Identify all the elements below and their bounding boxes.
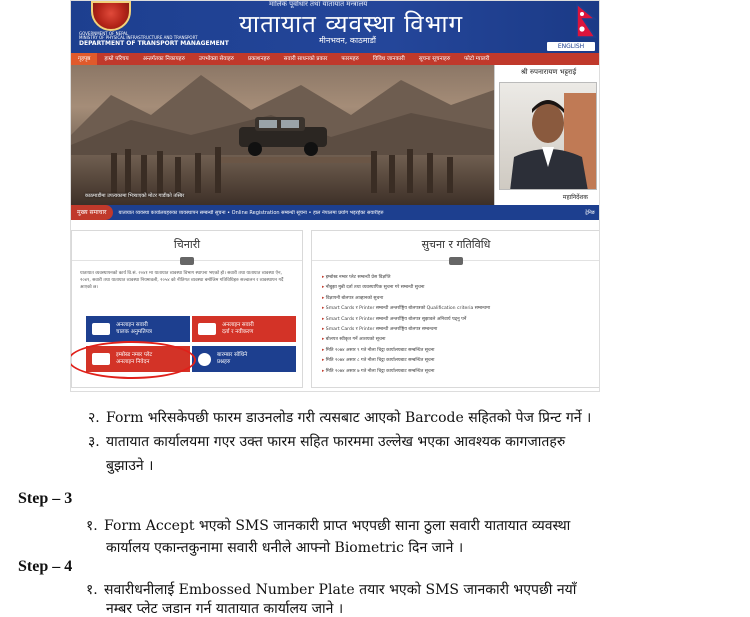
department-title: यातायात व्यवस्था विभाग bbox=[239, 10, 464, 38]
step-3-heading: Step – 3 bbox=[18, 490, 73, 507]
director-general-title: महानिर्देशक bbox=[562, 194, 588, 201]
nav-notices[interactable]: सूचना सूचनाहरु bbox=[418, 56, 451, 62]
gov-line-1: GOVERNMENT OF NEPAL bbox=[79, 31, 129, 36]
step-4-item-number: १. bbox=[86, 582, 98, 598]
faq-tile[interactable] bbox=[192, 346, 296, 372]
notice-list bbox=[312, 261, 600, 377]
online-vehicle-registration-label bbox=[222, 322, 254, 336]
news-ticker bbox=[71, 205, 600, 220]
suchana-heading-text: सुचना र गतिविधि bbox=[421, 238, 491, 251]
hero-caption: काठमाडौंमा उपत्यकामा भित्र्याएको मोटर गाडीको तस्बिर bbox=[85, 193, 185, 199]
step-3-item-number: १. bbox=[86, 518, 98, 534]
ticker-text[interactable]: यातायात व्यवस्था कार्यालयहरुका व्यवस्थापन सम्बन्धी सूचना • Online Registration सम्बन्धी सूचना • हाल नेपालमा प्रयोग भइरहेका सवारीहरु bbox=[118, 209, 384, 216]
chinari-heading-text: चिनारी bbox=[173, 238, 201, 251]
doc-item-2-number: २. bbox=[88, 410, 100, 426]
online-license-tile[interactable] bbox=[86, 316, 190, 342]
faq-line1: बारम्बार सोधिने bbox=[217, 352, 248, 359]
notice-item[interactable]: ▸ मिति २०७४ असार ८ गते नौला चिट्ठा कार्यालयबाट सम्बन्धित सूचना bbox=[322, 356, 592, 366]
suchana-panel bbox=[311, 230, 600, 388]
website-screenshot bbox=[70, 0, 600, 392]
step-3-item-text: Form Accept भएको SMS जानकारी प्राप्त भएपछी साना ठुला सवारी यातायात व्यवस्था bbox=[104, 518, 571, 534]
notice-item[interactable]: ▸ इम्बोस्ड नम्बर प्लेट सम्बन्धी प्रेस विज्ञप्ति bbox=[322, 273, 592, 283]
notice-item[interactable]: ▸ नौबुझा मुन्नी दर्ता तथा व्यवस्थापिक सुचना गरे सम्बन्धी सुचना bbox=[322, 283, 592, 293]
monitor-icon bbox=[449, 257, 463, 265]
nav-forms[interactable]: फारमहरु bbox=[341, 56, 359, 62]
notice-item[interactable]: ▸ मिति २०७४ असार ७ गते नौला चिट्ठा कार्यालयबाट सम्बन्धित सूचना bbox=[322, 367, 592, 377]
truck-icon bbox=[198, 323, 216, 335]
online-vehicle-registration-tile[interactable] bbox=[192, 316, 296, 342]
online-license-label bbox=[116, 322, 152, 336]
embossed-plate-line1: इम्बोस्ड नम्बर प्लेट bbox=[116, 352, 153, 359]
notice-item[interactable]: ▸ Smart Cards र Printer सम्बन्धी अन्तर्राष्ट्रिय बोलपत्र सुझावले अनिवार्य पढ्नु पर्ने bbox=[322, 315, 592, 325]
license-card-icon bbox=[92, 323, 110, 335]
site-banner bbox=[71, 1, 600, 53]
embossed-plate-line2: अनलाइन निवेदन bbox=[116, 359, 150, 365]
online-license-line2: चालक अनुमतिपत्र bbox=[116, 329, 152, 335]
hero-photo bbox=[71, 65, 494, 205]
director-general-photo bbox=[499, 82, 597, 190]
online-license-line1: अनलाइन सवारी bbox=[116, 322, 148, 329]
step-4-continuation: नम्बर प्लेट जडान गर्न यातायात कार्यालय जाने । bbox=[106, 601, 344, 617]
nav-vehicle-types[interactable]: सवारी साधनको प्रकार bbox=[283, 56, 328, 62]
director-general-name: श्री रुपनारायण भट्टराई bbox=[520, 68, 577, 76]
vehicle-registration-line2: दर्ता र नवीकरण bbox=[222, 329, 254, 335]
nepal-flag-icon bbox=[575, 3, 597, 39]
step-4-item bbox=[86, 580, 576, 599]
nav-home[interactable]: गृहपृष्ठ bbox=[71, 53, 97, 65]
chinari-description: यातायात व्यवस्थापनको कार्य वि.सं. २०४१ मा यातायात व्यवस्था विभाग स्थापना भएको हो। सवारी तथा यातायात व्यवस्था ऐन, २०४९, सवारी तथा यातायात व्यवस्था नियमावली, २०५४ को नीतिगत व्यवस्था बमोजिम गतिविधिहरु सञ्चालन र व्यवस्थापन गर्दै आएको छ। bbox=[80, 271, 284, 290]
doc-item-2 bbox=[88, 408, 591, 427]
department-location: मीनभवन, काठमाडौं bbox=[319, 36, 376, 45]
nav-services[interactable]: उपभोक्ता सेवाहरु bbox=[198, 56, 234, 62]
step-4-heading: Step – 4 bbox=[18, 558, 73, 575]
nav-publications[interactable]: प्रकाशनहरु bbox=[247, 56, 270, 62]
ticker-label: मुख्य समाचार bbox=[71, 205, 113, 220]
notice-item[interactable]: ▸ Smart Cards र Printer सम्बन्धी अन्तर्राष्ट्रिय बोलपत्रको Qualification criteria सम्बन्धमा bbox=[322, 304, 592, 314]
suchana-heading bbox=[312, 231, 600, 261]
step-3-item bbox=[86, 516, 570, 535]
notice-item[interactable]: ▸ मिति २०७४ असार ९ गते नौला चिट्ठा कार्यालयबाट सम्बन्धित सूचना bbox=[322, 346, 592, 356]
nav-offices[interactable]: अन्तर्गतका निकायहरु bbox=[142, 56, 185, 62]
doc-item-2-text: Form भरिसकेपछी फारम डाउनलोड गरी त्यसबाट आएको Barcode सहितको पेज प्रिन्ट गर्ने । bbox=[106, 410, 592, 426]
question-icon bbox=[198, 353, 211, 366]
nav-gallery[interactable]: फोटो ग्यालरी bbox=[464, 56, 490, 62]
doc-item-3-number: ३. bbox=[88, 434, 100, 450]
nav-about[interactable]: हाम्रो परिचय bbox=[104, 56, 129, 62]
chinari-panel bbox=[71, 230, 303, 388]
notice-item[interactable]: ▸ विज्ञापनी बोलपत्र आव्हानको सुचना bbox=[322, 294, 592, 304]
gov-line-2: MINISTRY OF PHYSICAL INFRASTRUCTURE AND TRANSPORT bbox=[79, 35, 198, 41]
department-name-english: DEPARTMENT OF TRANSPORT MANAGEMENT bbox=[79, 40, 229, 48]
doc-item-3-continuation: बुझाउने । bbox=[106, 458, 154, 474]
ticker-mode[interactable]: ट्रेनिङ bbox=[585, 209, 595, 216]
doc-item-3-text: यातायात कार्यालयमा गएर उक्त फारम सहित फारममा उल्लेख भएका आवश्यक कागजातहरु bbox=[106, 434, 566, 450]
ministry-caption: मालिक पूर्वाधार तथा यातायात मन्त्रालय bbox=[269, 0, 368, 8]
nepal-emblem-icon bbox=[91, 1, 131, 31]
vehicle-registration-line1: अनलाइन सवारी bbox=[222, 322, 254, 329]
person-portrait bbox=[500, 83, 597, 190]
step-3-continuation: कार्यालय एकान्तकुनामा सवारी धनीले आफ्नो Biometric दिन जाने । bbox=[106, 540, 464, 556]
step-4-item-text: सवारीधनीलाई Embossed Number Plate तयार भएको SMS जानकारी भएपछी नयाँ bbox=[104, 582, 577, 598]
chinari-heading bbox=[72, 231, 302, 261]
doc-item-3 bbox=[88, 432, 565, 451]
notice-item[interactable]: ▸ Smart Cards र Printer सम्बन्धी अन्तर्राष्ट्रिय बोलपत्र सम्बन्धमा bbox=[322, 325, 592, 335]
notice-item[interactable]: ▸ बोलपत्र स्वीकृत गर्ने आशयको सूचना bbox=[322, 335, 592, 345]
porters-crowd bbox=[111, 143, 471, 193]
monitor-icon bbox=[180, 257, 194, 265]
english-language-button[interactable]: ENGLISH bbox=[547, 42, 595, 51]
department-english-block bbox=[79, 32, 229, 48]
faq-label bbox=[217, 352, 247, 366]
faq-line2: प्रश्नहरु bbox=[217, 359, 231, 365]
red-highlight-circle bbox=[70, 341, 196, 379]
main-navigation bbox=[71, 53, 600, 65]
nav-misc[interactable]: विविध जानकारी bbox=[372, 56, 405, 62]
director-general-box bbox=[494, 65, 600, 205]
